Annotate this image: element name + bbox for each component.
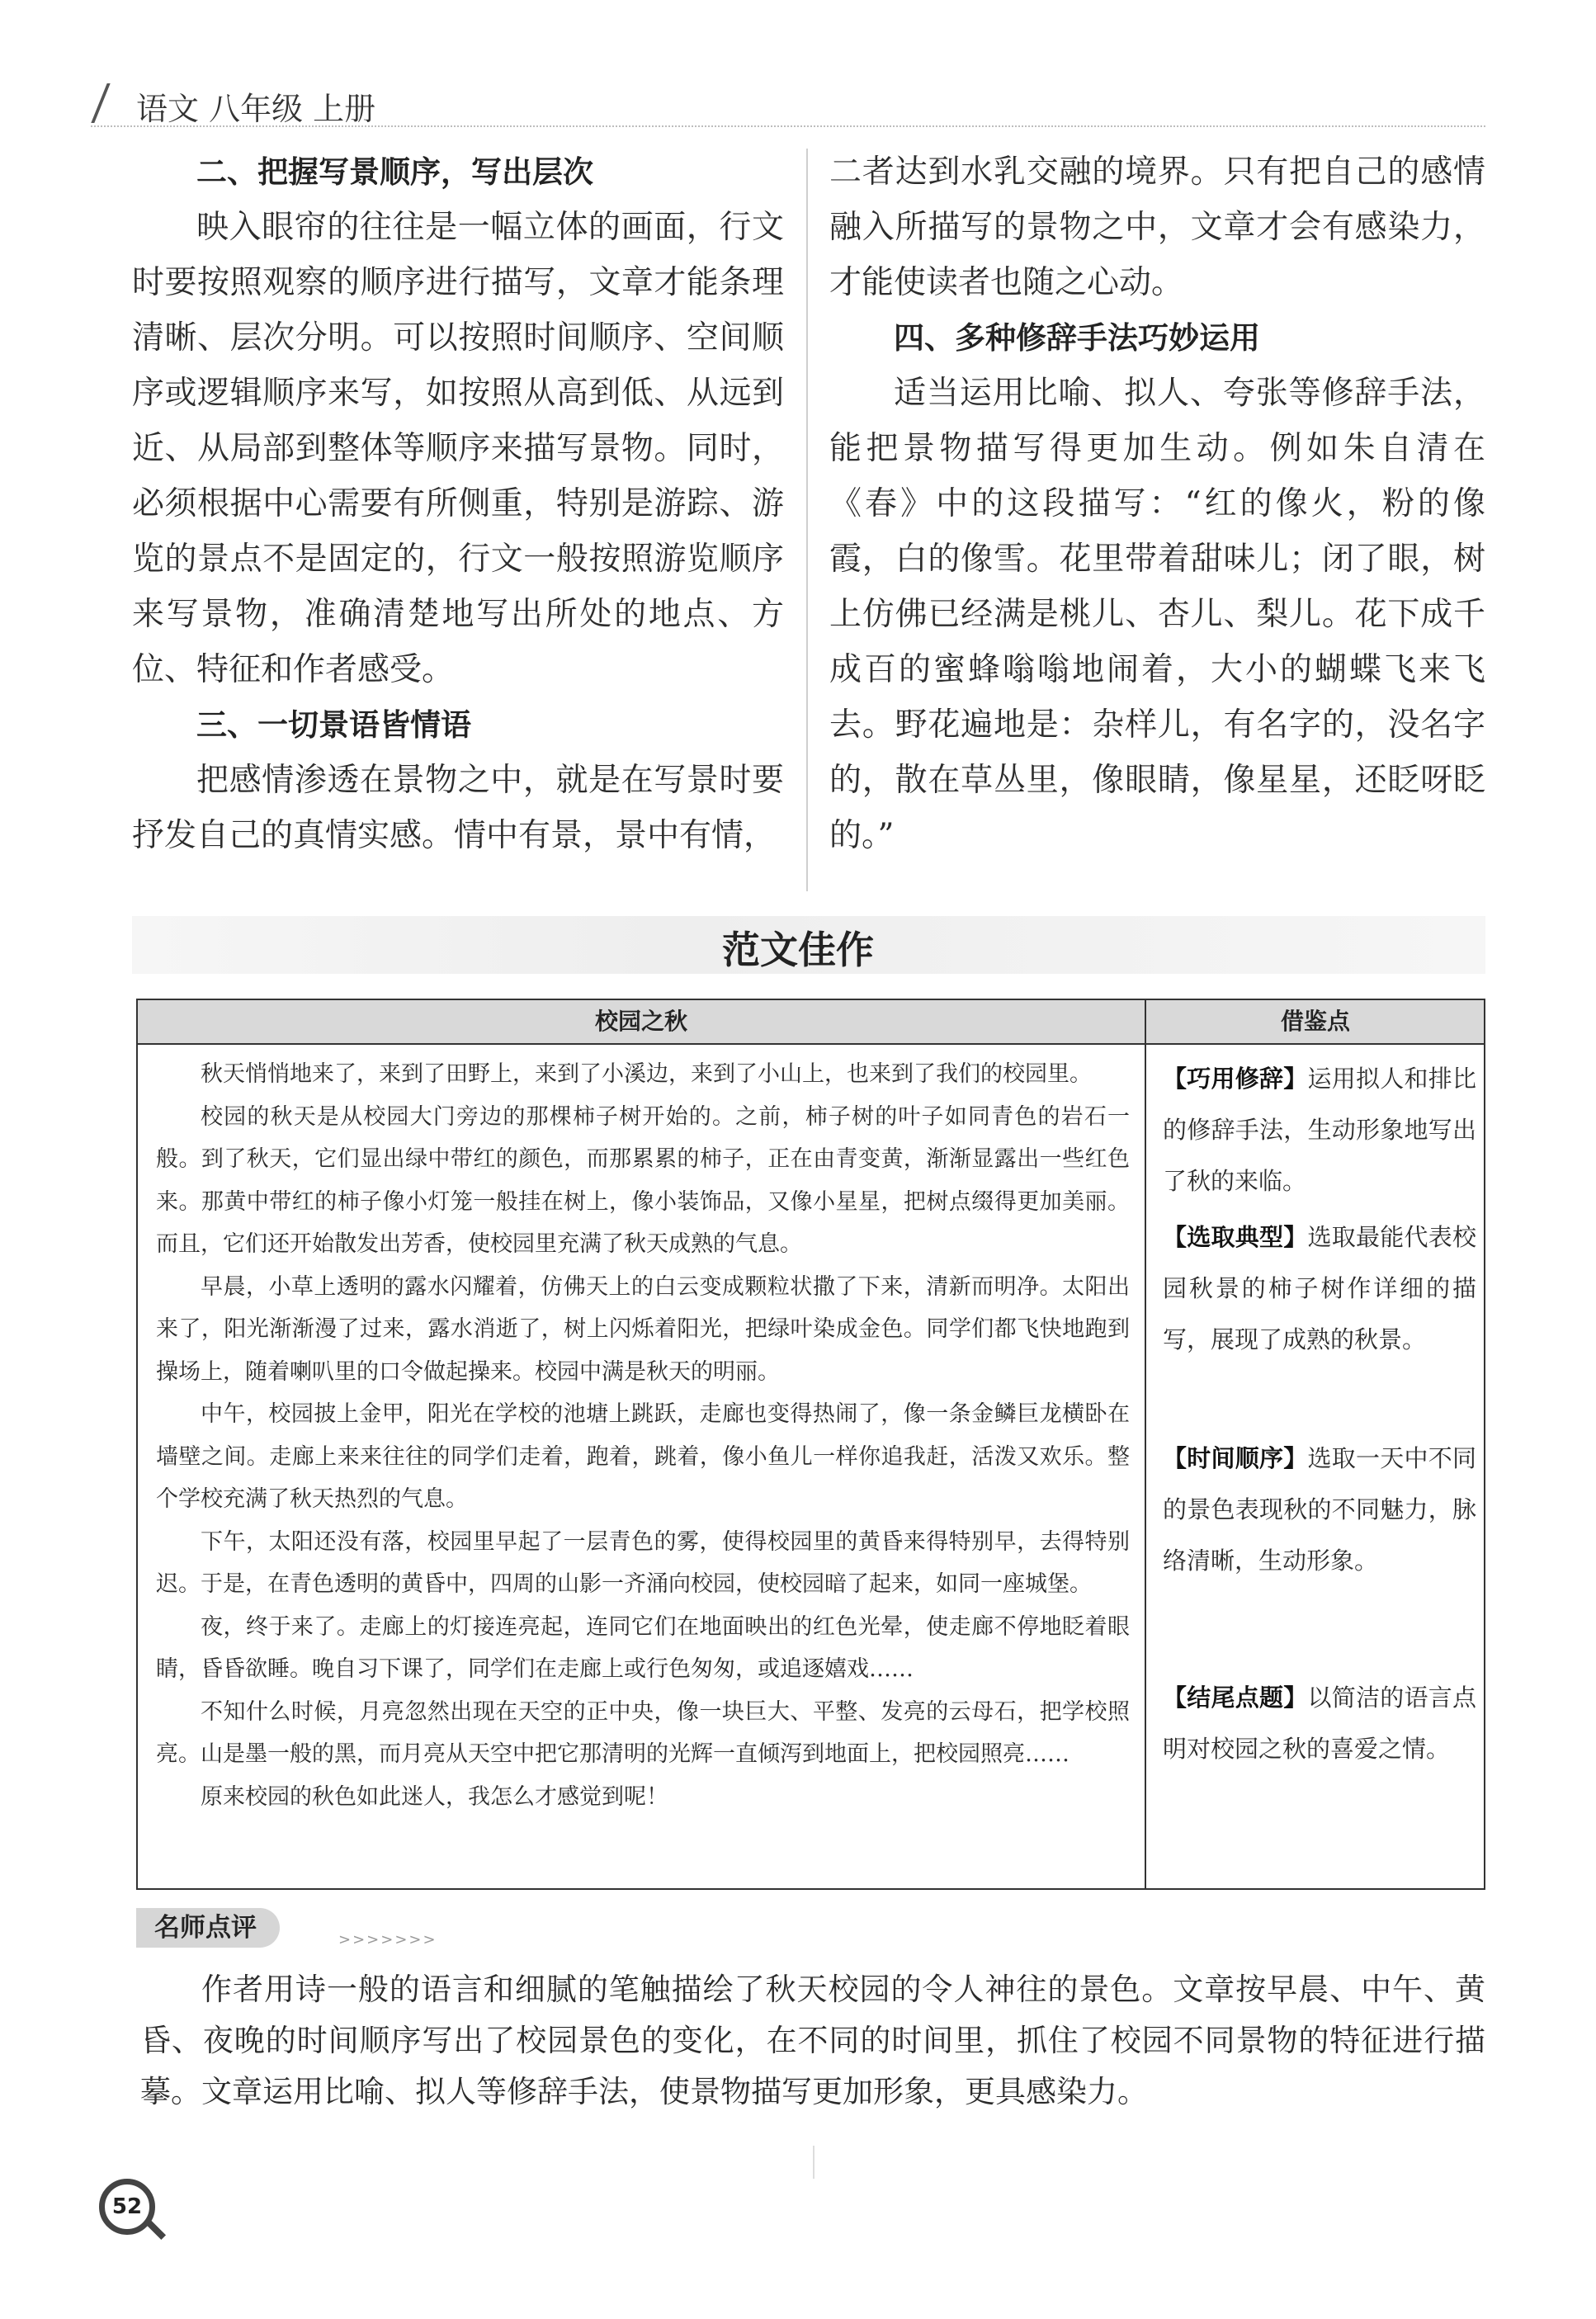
- essay-paragraph: 早晨，小草上透明的露水闪耀着，仿佛天上的白云变成颗粒状撒了下来，清新而明净。太阳出来了，阳光渐渐漫了过来，露水消逝了，树上闪烁着阳光，把绿叶染成金色。同学们都飞快地跑到操场上，随着喇叭里的口令做起操来。校园中满是秋天的明丽。: [156, 1273, 1130, 1385]
- essay-body: [156, 1053, 1130, 1818]
- model-essay-table: [136, 999, 1485, 1890]
- essay-title-header: 校园之秋: [594, 1008, 687, 1035]
- note-time-order: [1163, 1433, 1476, 1586]
- left-column: [132, 144, 784, 863]
- heading-scene-emotion: 三、一切景语皆情语: [196, 707, 471, 743]
- teacher-comment: [140, 1964, 1485, 2118]
- essay-paragraph: 不知什么时候，月亮忽然出现在天空的正中央，像一块巨大、平整、发亮的云母石，把学校照亮。山是墨一般的黑，而月亮从天空中把它那清明的光辉一直倾泻到地面上，把校园照亮……: [156, 1698, 1130, 1767]
- gutter-mark: [813, 2146, 815, 2179]
- essay-paragraph: 原来校园的秋色如此迷人，我怎么才感觉到呢！: [201, 1783, 668, 1810]
- page-number: 52: [111, 2194, 143, 2219]
- column-divider: [806, 149, 808, 891]
- note-ending: [1163, 1672, 1476, 1774]
- essay-paragraph: 中午，校园披上金甲，阳光在学校的池塘上跳跃，走廊也变得热闹了，像一条金鳞巨龙横卧在墙壁之间。走廊上来来往往的同学们走着，跑着，跳着，像小鱼儿一样你追我赶，活泼又欢乐。整个学校充满了秋天热烈的气息。: [156, 1401, 1130, 1512]
- header-slash-decoration: [91, 83, 110, 123]
- essay-paragraph: 秋天悄悄地来了，来到了田野上，来到了小溪边，来到了小山上，也来到了我们的校园里。: [201, 1061, 1092, 1087]
- note-rhetoric: [1163, 1053, 1476, 1207]
- paragraph-writing-order: 映入眼帘的往往是一幅立体的画面，行文时要按照观察的顺序进行描写，文章才能条理清晰、层次分明。可以按照时间顺序、空间顺序或逻辑顺序来写，如按照从高到低、从远到近、从局部到整体等顺序来描写景物。同时，必须根据中心需要有所侧重，特别是游踪、游览的景点不是固定的，行文一般按照游览顺序来写景物，准确清楚地写出所处的地点、方位、特征和作者感受。: [132, 209, 784, 688]
- heading-writing-order: 二、把握写景顺序，写出层次: [196, 154, 593, 190]
- book-title: 语文 八年级 上册: [136, 91, 376, 127]
- essay-paragraph: 下午，太阳还没有落，校园里早起了一层青色的雾，使得校园里的黄昏来得特别早，去得特别迟。于是，在青色透明的黄昏中，四周的山影一齐涌向校园，使校园暗了起来，如同一座城堡。: [156, 1528, 1130, 1597]
- note-text: 选取最能代表校园秋景的柿子树作详细的描写，展现了成熟的秋景。: [1163, 1223, 1476, 1353]
- page-number-badge: [99, 2179, 167, 2246]
- essay-paragraph: 夜，终于来了。走廊上的灯接连亮起，连同它们在地面映出的红色光晕，使走廊不停地眨着眼睛，昏昏欲睡。晚自习下课了，同学们在走廊上或行色匆匆，或追逐嬉戏……: [156, 1613, 1130, 1682]
- teacher-comment-text: 作者用诗一般的语言和细腻的笔触描绘了秋天校园的令人神往的景色。文章按早晨、中午、黄昏、夜晚的时间顺序写出了校园景色的变化，在不同的时间里，抓住了校园不同景物的特征进行描摹。文章运用比喻、拟人等修辞手法，使景物描写更加形象，更具感染力。: [140, 1972, 1485, 2109]
- table-column-divider: [1145, 1000, 1146, 1888]
- essay-paragraph: 校园的秋天是从校园大门旁边的那棵柿子树开始的。之前，柿子树的叶子如同青色的岩石一般。到了秋天，它们显出绿中带红的颜色，而那累累的柿子，正在由青变黄，渐渐显露出一些红色来。那黄中带红的柿子像小灯笼一般挂在树上，像小装饰品，又像小星星，把树点缀得更加美丽。而且，它们还开始散发出芳香，使校园里充满了秋天成熟的气息。: [156, 1103, 1130, 1257]
- note-text: 运用拟人和排比的修辞手法，生动形象地写出了秋的来临。: [1163, 1065, 1476, 1195]
- note-tag: 【巧用修辞】: [1163, 1065, 1308, 1093]
- note-tag: 【结尾点题】: [1163, 1684, 1308, 1712]
- header-rule: [91, 125, 1485, 127]
- comment-arrows-decoration: >>>>>>>: [338, 1931, 437, 1948]
- note-tag: 【时间顺序】: [1163, 1444, 1308, 1472]
- paragraph-rhetoric: 适当运用比喻、拟人、夸张等修辞手法，能把景物描写得更加生动。例如朱自清在《春》中的这段描写：“红的像火，粉的像霞，白的像雪。花里带着甜味儿；闭了眼，树上仿佛已经满是桃儿、杏儿、梨儿。花下成千成百的蜜蜂嗡嗡地闹着，大小的蝴蝶飞来飞去。野花遍地是：杂样儿，有名字的，没名字的，散在草丛里，像眼睛，像星星，还眨呀眨的。”: [829, 375, 1485, 854]
- teacher-comment-label: 名师点评: [136, 1908, 280, 1948]
- paragraph-scene-emotion: 把感情渗透在景物之中，就是在写景时要抒发自己的真情实感。情中有景，景中有情，: [132, 762, 784, 854]
- note-text: 选取一天中不同的景色表现秋的不同魅力，脉络清晰，生动形象。: [1163, 1444, 1476, 1575]
- table-header: [138, 1000, 1484, 1045]
- heading-rhetoric: 四、多种修辞手法巧妙运用: [894, 320, 1260, 356]
- note-tag: 【选取典型】: [1163, 1223, 1308, 1251]
- page-header: [91, 78, 1485, 128]
- paragraph-continued: 二者达到水乳交融的境界。只有把自己的感情融入所描写的景物之中，文章才会有感染力，才能使读者也随之心动。: [829, 153, 1485, 301]
- section-title: 范文佳作: [722, 928, 874, 972]
- note-text: 以简洁的语言点明对校园之秋的喜爱之情。: [1163, 1684, 1476, 1763]
- note-typical: [1163, 1211, 1476, 1365]
- notes-header: 借鉴点: [1280, 1008, 1350, 1035]
- right-column: [829, 144, 1485, 863]
